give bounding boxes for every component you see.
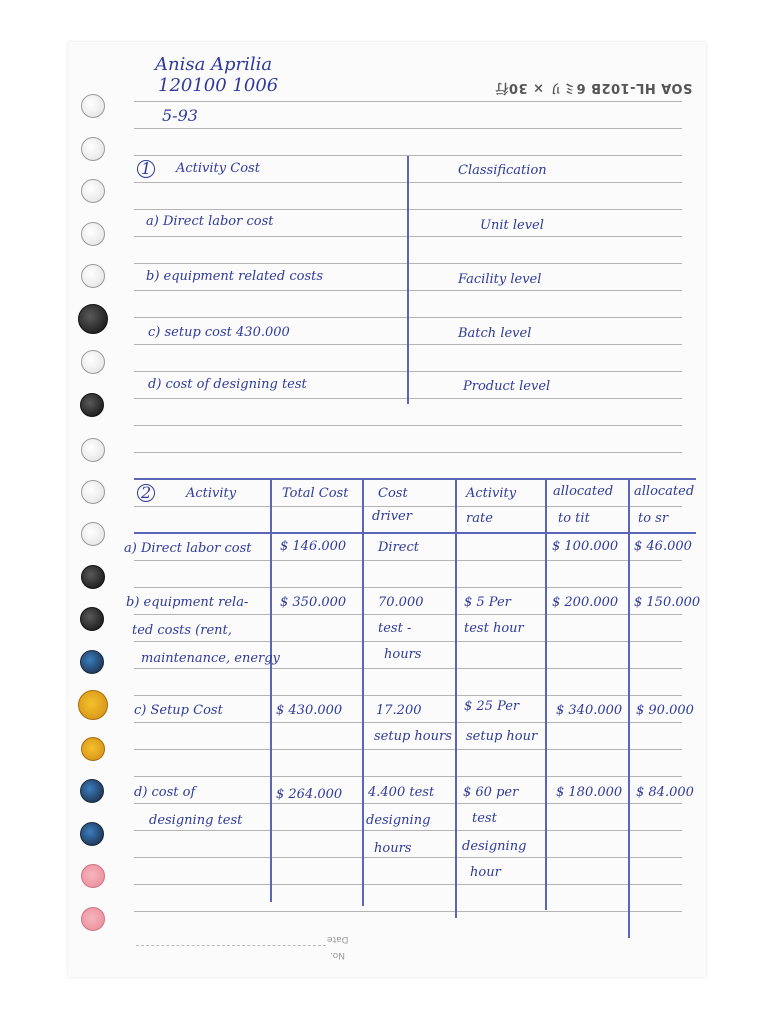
part2-total-cost: $ 350.000 — [280, 595, 347, 610]
part1-activity: a) Direct labor cost — [146, 214, 274, 229]
binder-hole — [81, 907, 105, 931]
part2-header-alloc-sr: allocated — [634, 484, 695, 499]
binder-hole — [81, 179, 105, 203]
ruled-line — [134, 695, 682, 696]
part2-cost-driver: test - — [378, 621, 412, 636]
part2-alloc-sr: $ 84.000 — [636, 785, 694, 800]
binder-hole — [81, 864, 105, 888]
ruled-line — [134, 776, 682, 777]
part2-header-top — [134, 478, 696, 480]
binder-hole — [81, 350, 105, 374]
binder-hole — [81, 480, 105, 504]
part2-alloc-sr: $ 90.000 — [636, 703, 694, 718]
part2-activity: d) cost of — [134, 785, 196, 800]
binder-hole — [81, 522, 105, 546]
part2-cost-driver: designing — [366, 813, 431, 828]
part1-activity: d) cost of designing test — [148, 377, 307, 392]
part2-alloc-tit: $ 340.000 — [556, 703, 623, 718]
part2-alloc-tit: $ 200.000 — [552, 595, 619, 610]
binder-hole — [81, 264, 105, 288]
part2-cost-driver: hours — [384, 647, 422, 662]
part1-activity: c) setup cost 430.000 — [148, 325, 290, 340]
part2-activity-rate: $ 25 Per — [464, 699, 520, 714]
ruled-line — [134, 614, 682, 615]
binder-hole — [80, 822, 104, 846]
ruled-line — [134, 911, 682, 912]
part2-cost-driver: 4.400 test — [368, 785, 435, 800]
ruled-line — [134, 641, 682, 642]
part1-activity: b) equipment related costs — [146, 269, 324, 284]
part2-activity: a) Direct labor cost — [124, 541, 252, 556]
ruled-line — [134, 668, 682, 669]
part2-header-total-cost: Total Cost — [282, 486, 349, 501]
student-name: Anisa Aprilia — [155, 54, 273, 75]
part1-classification: Facility level — [458, 272, 542, 287]
binder-hole — [81, 94, 105, 118]
part2-alloc-sr: $ 150.000 — [634, 595, 701, 610]
ruled-line — [134, 884, 682, 885]
part2-total-cost: $ 430.000 — [276, 703, 343, 718]
part1-header-classification: Classification — [458, 163, 547, 178]
binder-hole — [81, 737, 105, 761]
part2-col-divider — [545, 478, 547, 910]
paper-brand: SOA HL-102B 6ミリ × 30行 — [495, 80, 693, 95]
part2-alloc-tit: $ 100.000 — [552, 539, 619, 554]
part2-activity: designing test — [149, 813, 243, 828]
ruled-line — [134, 587, 682, 588]
part2-alloc-sr: $ 46.000 — [634, 539, 692, 554]
part2-activity: c) Setup Cost — [134, 703, 223, 718]
part1-divider — [407, 156, 409, 404]
part2-header-cost-driver: Cost — [378, 486, 408, 501]
binder-hole — [80, 393, 104, 417]
part1-number: 1 — [137, 160, 155, 178]
part2-activity-rate: test hour — [464, 621, 524, 636]
part1-classification: Batch level — [458, 326, 532, 341]
footer-date-line — [136, 945, 326, 946]
part2-activity-rate: setup hour — [466, 729, 538, 744]
footer-date-label: Date — [327, 934, 349, 944]
ruled-line — [134, 452, 682, 453]
binder-hole — [80, 779, 104, 803]
part2-header-alloc-tit: allocated — [553, 484, 614, 499]
part2-activity: maintenance, energy — [141, 651, 280, 666]
part2-col-divider — [362, 478, 364, 906]
part2-header-alloc-sr: to sr — [638, 511, 669, 526]
part2-header-bottom — [134, 532, 696, 534]
part2-header-activity-rate: rate — [466, 511, 493, 526]
part2-total-cost: $ 146.000 — [280, 539, 347, 554]
part1-header-activity-cost: Activity Cost — [176, 161, 260, 176]
part2-activity-rate: hour — [470, 865, 501, 880]
part2-activity-rate: $ 5 Per — [464, 595, 511, 610]
part2-header-activity: Activity — [186, 486, 237, 501]
ruled-line — [134, 749, 682, 750]
binder-hole — [81, 222, 105, 246]
binder-hole — [81, 565, 105, 589]
part1-classification: Unit level — [480, 218, 544, 233]
ruled-line — [134, 722, 682, 723]
binder-hole — [80, 650, 104, 674]
part2-col-divider — [455, 478, 457, 918]
part2-cost-driver: hours — [374, 841, 412, 856]
part2-activity-rate: $ 60 per — [463, 785, 519, 800]
part2-activity: ted costs (rent, — [132, 623, 232, 638]
ruled-line — [134, 803, 682, 804]
part2-col-divider — [270, 478, 272, 902]
ruled-line — [134, 101, 682, 102]
binder-hole — [81, 137, 105, 161]
ruled-line — [134, 425, 682, 426]
part2-cost-driver: setup hours — [374, 729, 452, 744]
footer-no-label: No. — [330, 950, 345, 960]
part2-header-activity-rate: Activity — [466, 486, 517, 501]
part2-alloc-tit: $ 180.000 — [556, 785, 623, 800]
ruled-line — [134, 560, 682, 561]
binder-hole — [81, 438, 105, 462]
part2-header-alloc-tit: to tit — [558, 511, 590, 526]
ruled-line — [134, 857, 682, 858]
part2-col-divider — [628, 478, 630, 938]
binder-hole — [78, 690, 108, 720]
ruled-line — [134, 506, 682, 507]
part2-cost-driver: Direct — [378, 540, 419, 555]
binder-hole — [80, 607, 104, 631]
part2-activity-rate: test — [472, 811, 497, 826]
part2-cost-driver: 70.000 — [378, 595, 424, 610]
part2-number: 2 — [137, 484, 155, 502]
problem-number: 5-93 — [162, 106, 198, 125]
part2-cost-driver: 17.200 — [376, 703, 422, 718]
part2-total-cost: $ 264.000 — [276, 787, 343, 802]
ruled-line — [134, 128, 682, 129]
part2-header-cost-driver: driver — [372, 509, 412, 524]
student-id: 120100 1006 — [158, 75, 279, 96]
part1-classification: Product level — [463, 379, 551, 394]
ruled-line — [134, 830, 682, 831]
part2-activity-rate: designing — [462, 839, 527, 854]
binder-hole — [78, 304, 108, 334]
part2-activity: b) equipment rela- — [126, 595, 249, 610]
